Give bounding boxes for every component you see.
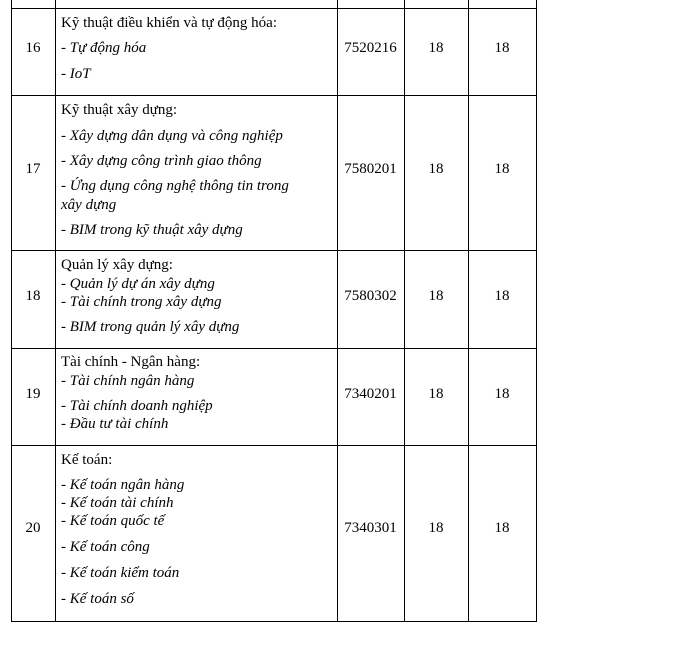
major-title: Kỹ thuật xây dựng:	[61, 102, 178, 118]
major-title: Quản lý xây dựng:	[61, 257, 173, 273]
specialization-item: - Xây dựng dân dụng và công nghiệp	[61, 128, 283, 144]
specialization-item: xây dựng	[61, 197, 117, 213]
major-title: Tài chính - Ngân hàng:	[61, 354, 201, 370]
row-divider	[11, 250, 537, 251]
specialization-item: - BIM trong kỹ thuật xây dựng	[61, 222, 243, 238]
specialization-item: - Tài chính trong xây dựng	[61, 294, 222, 310]
specialization-item: - Kế toán công	[61, 539, 150, 555]
value-cell: 18	[494, 386, 510, 402]
specialization-item: - Kế toán ngân hàng	[61, 477, 185, 493]
major-code: 7340201	[344, 386, 397, 402]
specialization-item: - Tài chính doanh nghiệp	[61, 398, 213, 414]
value-cell: 18	[428, 161, 444, 177]
specialization-item: - Tài chính ngân hàng	[61, 373, 195, 389]
value-cell: 18	[428, 386, 444, 402]
major-code: 7520216	[344, 40, 397, 56]
major-code: 7580302	[344, 288, 397, 304]
specialization-item: - Kế toán kiểm toán	[61, 565, 180, 581]
specialization-item: - Kế toán tài chính	[61, 495, 174, 511]
value-cell: 18	[494, 161, 510, 177]
row-number: 18	[25, 288, 41, 304]
major-code: 7340301	[344, 520, 397, 536]
specialization-item: - Xây dựng công trình giao thông	[61, 153, 262, 169]
row-number: 20	[25, 520, 41, 536]
row-divider	[11, 348, 537, 349]
row-number: 17	[25, 161, 41, 177]
row-divider	[11, 95, 537, 96]
specialization-item: - BIM trong quản lý xây dựng	[61, 319, 240, 335]
specialization-item: - Quản lý dự án xây dựng	[61, 276, 215, 292]
value-cell: 18	[428, 288, 444, 304]
row-number: 19	[25, 386, 41, 402]
row-number: 16	[25, 40, 41, 56]
table-border-right	[536, 0, 537, 622]
major-code: 7580201	[344, 161, 397, 177]
row-divider	[11, 621, 537, 622]
major-title: Kế toán:	[61, 452, 113, 468]
value-cell: 18	[494, 288, 510, 304]
value-cell: 18	[494, 520, 510, 536]
specialization-item: - Kế toán số	[61, 591, 134, 607]
specialization-item: - Ứng dụng công nghệ thông tin trong	[61, 178, 289, 194]
major-title: Kỹ thuật điều khiển và tự động hóa:	[61, 15, 278, 31]
value-cell: 18	[494, 40, 510, 56]
row-divider	[11, 8, 537, 9]
specialization-item: - Kế toán quốc tế	[61, 513, 165, 529]
specialization-item: - IoT	[61, 66, 91, 82]
value-cell: 18	[428, 40, 444, 56]
specialization-item: - Đầu tư tài chính	[61, 416, 169, 432]
value-cell: 18	[428, 520, 444, 536]
column-divider	[55, 0, 56, 622]
row-divider	[11, 445, 537, 446]
specialization-item: - Tự động hóa	[61, 40, 147, 56]
